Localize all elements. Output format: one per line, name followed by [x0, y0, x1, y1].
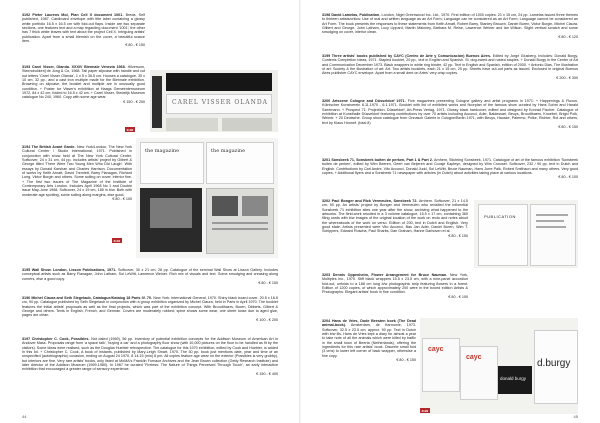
lot-description: - Arnhem. Softcover, 21 x 14.5 cm, 90 pp. An artists' project by Bonger and Vermeulen who revisited the influential Sonsbeek 71 exhibition sites one year after the show, archiving what happened to the artworks. The field-work resulted in a 3 volume catalogue, 15.5 x 17 cm, containing 360 filing cards with b/w images of the original location of the work on recto and notes about the whereabouts of the work on verso. Edition of 200, text in Dutch and English. Very good state. Artists presented were Vito Acconci, Bas Jan Ader, Daniel Buren, Wim T. Schippers, Edward Ruscha, Paul Sharits, Dan Graham, Hanne Darboven et al.: [322, 199, 468, 234]
photo-carel-visser-olanda: [150, 70, 278, 132]
lot-title: Sonsbeek 71, Sonsbeek buiten de perken, Part 1 & Part 2: [331, 158, 432, 162]
lot-price: € 150 - € 400: [256, 371, 278, 376]
lot-price: € 80 - € 100: [558, 175, 578, 180]
lot-description: - Softcover, 30 x 21 cm, 28 pp. Catalogue of the seminal Wall Show at Lisson Gallery. Includes conceptual artists such as Barry Flanagan, John Latham, Sol LeWitt, Lawrence Weiner. Rich mix of visuals and text. Some smudging and creasing along corners, else a good copy.: [22, 268, 278, 281]
lot-description: - Edited by Jorge Glusberg. Includes: Donald Burgy, Contexts Completion Ideas, 1971. Stapled booklet, 20 pp., text in English and Spanish. Sl. dog-eared and rusted staples. + Donald Burgy in the Center of Art and Communication December 1973. Black wrappers in white ring binder, 42 pp. Text in English and Spanish, edition of 2000. + Antonio Dias, The Illustration of art: Society & the Illustration of art: Art. Two artists booklets, each 21 x 15 cm, 20 pp. Sheets have cut-out parts as issued. Enclosed in original Buenos Aires publisher CAYC envelope. Apart from a small dent on Artes' very crisp copies.: [322, 54, 578, 76]
lot-title: Hans de Vries, Dode Beesten boek (The Dead animal-book): [322, 319, 417, 328]
lot-description: - Hilversum, Steendrukkerij de Jong & Co, 1968. Tall paper slipcase with handle and cut out letters 'Carel Visser Olanda', 1 x 5 x 36.5 cm. Houses a catalogue, 30 x 10 cm, 32 pp., and a cast iron multiple made for the Biennale exhibition. Browning on slipcase, the booklet and multiple are in unusually good condition. + Poster for Visser's exhibition at Haags Gemeentemuseum 1972, 84 x 42 cm, folded to 16.5 x 42 cm. + Carel Visser, Stedelijk Museum catalogue No 240, 1960. Copy with some age wear.: [22, 65, 145, 100]
lot-number: 3204: [322, 319, 331, 323]
page-number-right: 45: [573, 414, 578, 419]
cover-text-artist: CAREL VISSER: [172, 99, 232, 106]
lot-3203: [322, 273, 468, 299]
lot-number: 3199: [322, 54, 331, 58]
lot-title: Paul Bonger and Rick Vermeulen, Sonsbeek 72: [331, 199, 417, 203]
right-page: [300, 0, 600, 423]
lot-title: The British Avant Garde: [31, 145, 75, 149]
lot-number: 3193: [22, 65, 31, 69]
lot-title: Dennis Oppenheim, Flower Arrangement for Bruce Nauman: [332, 273, 447, 277]
lot-price: € 80 - € 150: [258, 281, 278, 286]
cover-text-donald-burgy: donald burgy: [500, 376, 527, 381]
lot-price: € 80 - € 150: [125, 43, 145, 48]
lot-description: - New York, Multiples Inc., 1970. Stiff black wrappers 15.5 x 23.5 cm, with a nine-panel accordion fold-out, unfolds to a 188 cm long b/w photographic strip featuring flowers in a forest. Edition of 1200 copies, of which approximately 200 were in the boxed edition Artists & Photographs. Elegant artists' book in fine condition.: [322, 273, 468, 295]
lot-number: 3194: [22, 145, 31, 149]
lot-price: € 80 - € 150: [448, 233, 468, 238]
lot-3194: [22, 145, 132, 201]
lot-price: € 100 - € 200: [256, 317, 278, 322]
lot-title: Pieter Laurens Mol, Plan Cell X document 1001: [32, 13, 123, 17]
lot-description: - Not dated (1969), 56 pp. Inventory of potential exhibition concepts for the Addison Museum of American Art in Andover Mass. Proposals range from 'a space talk', 'buying a car' and a photography floor show (with 10,000 pictures on the floor to be handled as fit by the visitors). Some ideas were realised, such as the Douglas Huebler retrospective. The catalogue for this 1970 exhibition, edited by Cook and Huebler, is added in this lot. + Christopher C. Cook, A book of instants, published by Mary-Leigh Smart, 1970. The 30 pp. book just mentions date, year and time of an unspecified (autobiographic) occasion, ending on August 24 1970, 8 14:15 (min) 8 pm. All copies feature age wear on the exterior (Possibles is very grubby), but interiors are fine. Very rare artists' books, only listed at MoMA's Franklin Furnace Archives and the Jean Brown collection (Getty Research Institute) and later director of the Addison Museum (1969-1980). In 1967 he curated 'Fireless: The Nature of Things Perceived Through Touch', an early interactive exhibition that encouraged a greater range of sensory experience.: [22, 337, 278, 372]
lot-number: 3197: [22, 337, 31, 341]
photo-british-avant-garde: [136, 138, 278, 258]
lot-3200: [322, 99, 578, 129]
cover-text-publication: PUBLICATION: [484, 214, 516, 219]
lot-3204: [322, 319, 416, 362]
cover-text-cayc-2: cayc: [466, 354, 482, 361]
lot-3197: [22, 337, 278, 376]
image-tag-3193: 3193: [126, 127, 134, 132]
lot-price: € 80 - € 150: [396, 358, 416, 363]
lot-3196: [22, 296, 278, 322]
lot-number: 3195: [22, 268, 31, 272]
lot-description: - New York: International General, 1970. Shiny black board cover, 20.5 x 16.5 cm, 90 pp. Catalogue published by Seth Siegelaub in conjunction with a group exhibition organized by Michel Claura, held in Paris in April 1970. The booklet features the initial artists' proposals as well as the final projects, which was part of the exhibition concept. With Broodthaers, Buren, Dibbets, Gilbert & George and others. Texts in English, French, and German. Covers are moderately rubbed; spine shows some wear, one sheet loose due to aged glue, pages are clean.: [22, 296, 278, 318]
lot-description: - New York/London, The New York Cultural Center / Studio International, 1971. Published in conjunction with show held at The New York Cultural Center. Softcover, 24 x 31 cm, 44 pp. Includes artists' project by Gilbert & George titled 'There Were Two Young Men Who Did Laugh'. With essays by Donald Karshan and Charles Harrison. Documentation of works by Keith Arnatt, David Tremlett, Barry Flanagan, Richard Long, Victor Burgin and others. Some soiling on cover, interior fine. + The first two issues of The Magazine of the Institute of Contemporary Arts London. Includes April 1968 No 1 and Double issue May-June 1968. Softcover, 24 x 19 cm, 185 in b/w. Both with moderate age spotting, some soiling along margins, else good.: [22, 145, 132, 197]
lot-number: 3202: [322, 199, 331, 203]
lot-3195: [22, 268, 278, 285]
lot-price: € 80 - € 100: [448, 294, 468, 299]
lot-number: 3201: [322, 158, 331, 162]
lot-3192: [22, 13, 145, 48]
lot-title: Michel Claura and Seth Siegelaub, Catalogue/Katalog 18 Paris IV. 70: [31, 296, 151, 300]
lot-title: Carel Visser, Olanda. XXXIV Biennale Venezia 1968: [31, 65, 125, 69]
lot-number: 3192: [22, 13, 31, 17]
lot-number: 3200: [322, 99, 331, 103]
cover-text-magazine-2: the magazine: [211, 148, 246, 154]
lot-3199: [322, 54, 578, 80]
page-number-left: 44: [22, 414, 27, 419]
photo-lamelas-publication: [474, 200, 578, 268]
lot-3198: [322, 13, 578, 39]
lot-title: David Lamelas, Publication: [331, 13, 380, 17]
lot-description: - Arnhem, Stichting Sonsbeek, 1971. Catalogue of art of the famous exhibition 'Sonsbeek buiten de perken', edited by Wim Beeren, Geert van Beijeren and Coosje Kapteyn, designed by Wim Crouwel. Softcover, 232 / 90 pp. text in Dutch and English. Contributions by Carl Andre, Vito Acconci, Donald Judd, Sol LeWitt, Bruce Nauman, Hans Jurre Palk, Robert Smithson and many others. Very good copies. + Additional flyers and a Sonsbeek 71 newspaper with articles (in Dutch) about activities taking place at various locations.: [322, 158, 578, 176]
cover-text-country: OLANDA: [234, 99, 268, 106]
lot-title: Christopher C. Cook, Possibles: [31, 337, 89, 341]
lot-price: € 80 - € 120: [558, 34, 578, 39]
lot-title: Wall Show. London, Lisson Publications, 1971: [31, 268, 116, 272]
lot-description: - London, Nigel Greenwood Inc. Ltd., 1970. First edition of 1000 copies. 21 x 15 cm, 24 pp. Lamelas issued three themes to thirteen artists/critics: Use of oral and written language as an Art Form; Language can be considered as an Art Form; Language cannot be considered an Art Form. The book presents the responses to these statements from Keith Arnatt, Robert Barry, Stanley Brouwn, Daniel Buren, Victor Burgin, Michel Claura, Gilbert and George, John Latham, Lucy Lippard, Martin Maloney, Barbara M. Reise, Lawrence Weiner and Ian Wilson. Slight vertical scratch and some smudging on cover, interior clean.: [322, 13, 578, 35]
lot-price: € 200 - € 300: [556, 75, 578, 80]
lot-number: 3196: [22, 296, 31, 300]
lot-price: € 80 - € 100: [112, 197, 132, 202]
lot-3202: [322, 199, 468, 238]
lot-description: - Breda, Self published, 1987. Cardboard envelope with title label containing a glossy white portfolio 16.5 x 16.5 cm with fold-out flaps. Inside are two separate sections, one features text and a map regarding document '1001'; the other has 7 thick white leaves with text about the project Cell X. Intriguing artists' publication. Apart from a small blemish on the cover, a beautiful scarce item.: [22, 13, 145, 44]
cover-text-magazine-1: the magazine: [145, 148, 180, 154]
lot-price: € 150 - € 250: [123, 99, 145, 104]
image-tag-3199: 3199: [421, 408, 429, 413]
lot-3193: [22, 65, 145, 104]
lot-title: Artscene Cologne and Düsseldorf 1971: [332, 99, 405, 103]
lot-number: 3203: [322, 273, 331, 277]
lot-number: 3198: [322, 13, 331, 17]
lot-title: Three artists' books published by CAYC (Centro de Arte y Comunicación) Buenos Aires: [331, 54, 491, 58]
lot-description: - Amsterdam, de Harmonie, 1973. Softcover, 32.5 x 23.5 cm, approx. 90 pp. Text in Dutch with b/w ills. Hans de Vries kept a diary for almost a year to take note of all the animals which were killed by traffic in the small town of Beerta (Netherlands), offering the ingredients for this rare artists' book. Discrete small fold (3 cms) to lower left corner of back wrapper, otherwise a fine copy.: [322, 323, 416, 358]
lot-description: - Five magazines presenting Cologne gallery and artist programs in 1971: + Happenings & Fluxus. Kölnischer Kunstverein 6.11.1970 - 6.1.1971. Booklet with list of exhibited works and floorplan of the famous show curated by Hans Sohm and Harald Szeemann. + Prospect 71: Projection. Düsseldorf, Art-Press Verlag, 1971. Glossy black hardcover, edited and designed by Konrad Fischer. Catalogue of exhibition at Kunsthalle Düsseldorf featuring contributions by over 70 artists including Acconci, Ader, Baldessari, Beuys, Broodthaers, Knoebel, Brigid Polk, Weiner. + 20 Deutsche. Group show catalogue from Onnasch Galerie in Cologne/Berlin 1971, with Beuys, Hauske, Palermo, Polke, Richter, Rot and others, text by Klaus Honnef. (total 8): [322, 99, 578, 125]
lot-price: € 80 - € 150: [558, 125, 578, 130]
photo-cayc-books: [420, 318, 578, 414]
cover-text-dburgy: d.burgy: [537, 358, 571, 369]
cover-text-cayc-1: cayc: [428, 346, 444, 353]
image-tag-3194: 3194: [113, 238, 121, 243]
lot-3201: [322, 158, 578, 180]
